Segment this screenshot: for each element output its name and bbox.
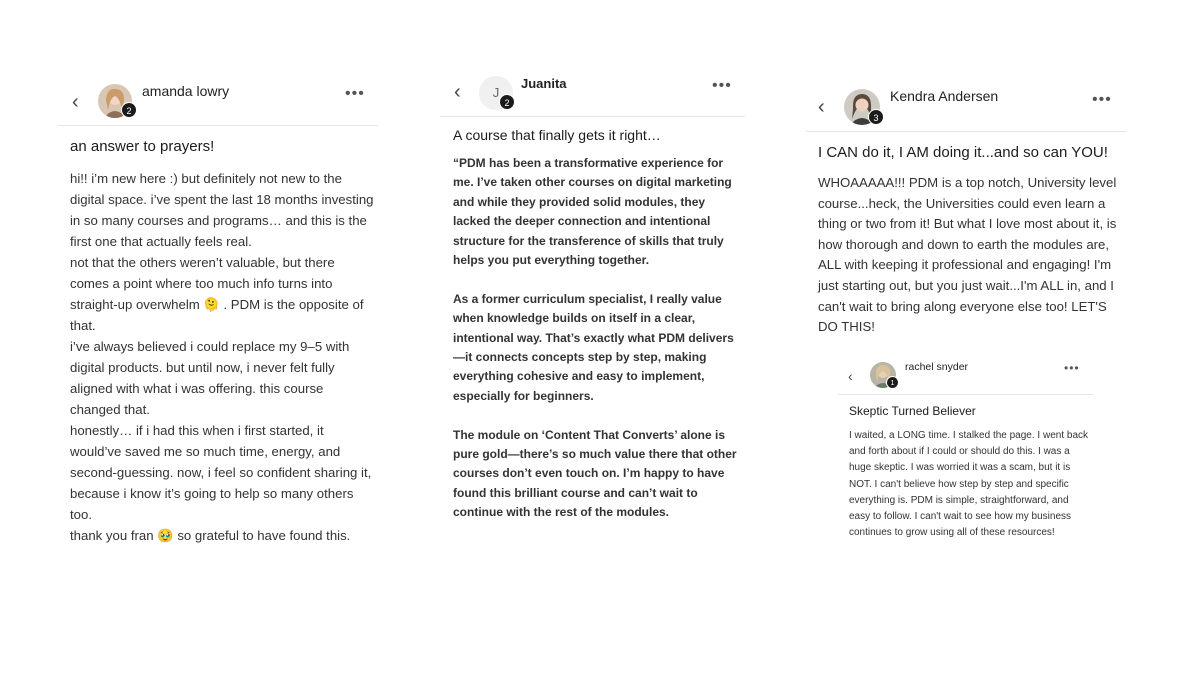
- avatar-initial: J: [492, 85, 500, 100]
- paragraph: The module on ‘Content That Converts’ alone is pure gold—there’s so much value there that other courses don’t even touch on. I’m happy to have found this brilliant course and can’t wait to continue with the rest of the modules.: [453, 427, 737, 520]
- divider: [58, 125, 378, 126]
- post-header: [440, 70, 745, 114]
- rank-badge: 2: [499, 94, 515, 110]
- paragraph: As a former curriculum specialist, I really value when knowledge builds on itself in a clear, intentional way. That’s exactly what PDM delivers—it connects concepts step by step, making everything cohesive and easy to implement, especially for beginners.: [453, 291, 734, 403]
- paragraph: not that the others weren’t valuable, but there comes a point where too much info turns into straight-up overwhelm 🫠 . PDM is the opposite of that.: [70, 255, 364, 333]
- review-card-amanda: [58, 80, 378, 543]
- post-title: an answer to prayers!: [70, 138, 215, 155]
- rank-badge: 2: [121, 102, 137, 118]
- post-title: A course that finally gets it right…: [453, 127, 661, 143]
- post-body: [70, 168, 375, 546]
- chevron-left-icon[interactable]: ‹: [72, 91, 79, 113]
- more-horizontal-icon[interactable]: •••: [345, 85, 365, 102]
- more-horizontal-icon[interactable]: •••: [1092, 91, 1112, 108]
- divider: [440, 116, 745, 117]
- post-body: [849, 428, 1089, 541]
- author-name[interactable]: amanda lowry: [142, 83, 230, 99]
- more-horizontal-icon[interactable]: •••: [712, 77, 732, 94]
- post-title: I CAN do it, I AM doing it...and so can YOU!: [818, 144, 1108, 161]
- paragraph: WHOAAAAA!!! PDM is a top notch, University level course...heck, the Universities could even learn a thing or two from it! But what I love most about it, is how thorough and down to earth the modules are, ALL with keeping it professional and engaging! I'm just starting out, but you just wait...I'm ALL in, and I can't wait to bring along everyone else too! LET'S DO THIS!: [818, 175, 1117, 335]
- divider: [806, 131, 1126, 132]
- paragraph: honestly… if i had this when i first started, it would’ve saved me so much time, energy, and second-guessing. now, i feel so confident sharing it, because i know it’s going to help so many others too.: [70, 423, 372, 522]
- more-horizontal-icon[interactable]: •••: [1064, 361, 1080, 375]
- post-header: [58, 80, 378, 124]
- author-name[interactable]: Juanita: [521, 76, 567, 91]
- paragraph: thank you fran 🥹 so grateful to have found this.: [70, 528, 351, 543]
- paragraph: hi!! i’m new here :) but definitely not new to the digital space. i’ve spent the last 18 months investing in so many courses and programs… and this is the first one that actually feels real.: [70, 171, 374, 249]
- review-card-rachel: [838, 358, 1093, 539]
- paragraph: I waited, a LONG time. I stalked the page. I went back and forth about if I could or should do this. I was a huge skeptic. I was worried it was a scam, but it is NOT. I can't believe how step by step and specific everything is. PDM is simple, straightforward, and easy to follow. I can't wait to see how my business continues to grow using all of these resources!: [849, 430, 1089, 539]
- rank-badge: 1: [886, 376, 899, 389]
- review-card-juanita: [440, 70, 745, 520]
- post-body: [818, 173, 1118, 338]
- post-body: [453, 154, 743, 542]
- chevron-left-icon[interactable]: ‹: [818, 96, 825, 118]
- chevron-left-icon[interactable]: ‹: [454, 81, 461, 103]
- chevron-left-icon[interactable]: ‹: [848, 368, 853, 384]
- paragraph: i’ve always believed i could replace my 9–5 with digital products. but until now, i never felt fully aligned with what i was offering. this course changed that.: [70, 339, 350, 417]
- rank-badge: 3: [868, 109, 884, 125]
- paragraph: “PDM has been a transformative experience for me. I’ve taken other courses on digital marketing and while they provided solid modules, they lacked the deeper connection and intentional structure for the transference of skills that truly helps you put everything together.: [453, 156, 732, 268]
- review-card-kendra: [806, 86, 1126, 335]
- post-title: Skeptic Turned Believer: [849, 404, 976, 418]
- divider: [838, 394, 1093, 395]
- author-name[interactable]: Kendra Andersen: [890, 88, 999, 104]
- post-header: [806, 86, 1126, 130]
- post-header: [838, 358, 1093, 402]
- author-name[interactable]: rachel snyder: [905, 361, 969, 373]
